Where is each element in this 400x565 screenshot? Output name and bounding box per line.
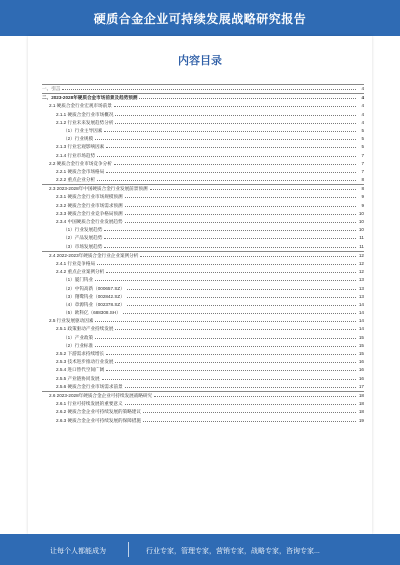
toc-entry[interactable] xyxy=(42,234,364,242)
toc-entry-title: （4）章源钨业（002378.SZ） xyxy=(63,301,125,307)
toc-entry-page: 15 xyxy=(358,351,364,356)
toc-leader-dots xyxy=(114,106,356,107)
toc-entry-page: 11 xyxy=(359,235,364,241)
toc-leader-dots xyxy=(154,396,356,397)
toc-entry-title: 2.4.2 重点企业案例分析 xyxy=(56,269,105,275)
toc-entry-page: 16 xyxy=(358,367,364,373)
toc-entry-page: 18 xyxy=(358,401,364,407)
toc-entry-title: 2.3 2023-2028年中国硬质合金行业发展前景预测 xyxy=(49,186,148,192)
toc-leader-dots xyxy=(106,147,356,148)
toc-entry[interactable] xyxy=(42,202,364,210)
toc-entry[interactable] xyxy=(42,350,364,358)
toc-entry-title: （2）行业规模 xyxy=(63,136,94,142)
toc-entry-page: 16 xyxy=(358,359,364,365)
toc-leader-dots xyxy=(123,313,356,314)
toc-entry-title: （2）行业标准 xyxy=(63,342,94,348)
toc-leader-dots xyxy=(115,329,356,330)
toc-entry-page: 10 xyxy=(358,219,364,224)
footer-tagline: 行业专家，管理专家，营销专家，战略专家，咨询专家... xyxy=(146,548,320,555)
toc-leader-dots xyxy=(125,206,356,207)
toc-entry[interactable] xyxy=(42,375,364,383)
toc-leader-dots xyxy=(95,280,356,281)
toc-entry-page: 4 xyxy=(361,95,364,101)
toc-entry-title: 2.3.2 硬质合金行业市场需求预测 xyxy=(56,202,123,208)
toc-entry-title: 2.2 硬质合金行业市场竞争分析 xyxy=(49,160,112,166)
toc-entry-title: 一、引言 xyxy=(42,86,61,91)
toc-entry-title: 2.6.1 行业可持续发展的重要意义 xyxy=(56,401,123,407)
toc-leader-dots xyxy=(106,172,356,173)
toc-leader-dots xyxy=(125,404,356,405)
toc-entry-title: 2.5.2 下游需求持续增长 xyxy=(56,351,105,356)
toc-entry-title: （1）行业发展趋势 xyxy=(63,227,103,233)
toc-entry-title: 2.6.3 硬质合金企业可持续发展的保障措施 xyxy=(56,417,141,423)
toc-leader-dots xyxy=(104,131,356,132)
toc-entry-title: 2.5.4 进口替代空间广阔 xyxy=(56,367,105,373)
toc-entry-page: 15 xyxy=(358,342,364,348)
toc-entry[interactable] xyxy=(42,268,364,276)
toc-entry-page: 19 xyxy=(358,417,364,423)
toc-entry-title: （2）产品发展趋势 xyxy=(63,235,103,241)
toc-entry[interactable] xyxy=(42,325,364,333)
toc-entry-page: 14 xyxy=(358,301,364,307)
toc-entry-title: 2.3.4 中国硬质合金行业发展趋势 xyxy=(56,219,123,224)
toc-entry-title: （2）中钨高新（000657.SZ） xyxy=(63,285,125,291)
toc-entry-title: 2.6 2023-2028年硬质合金企业可持续发展战略研究 xyxy=(49,392,153,398)
toc-entry-page: 4 xyxy=(361,86,364,91)
toc-entry-page: 9 xyxy=(361,194,364,200)
toc-entry[interactable] xyxy=(42,383,364,391)
toc-leader-dots xyxy=(102,379,356,380)
toc-entry-title: 2.2.2 重点企业分析 xyxy=(56,177,96,183)
toc-entry[interactable] xyxy=(42,193,364,201)
toc-entry-title: 2.1.4 行业市场趋势 xyxy=(56,152,96,158)
toc-entry-page: 4 xyxy=(361,103,364,109)
toc-entry[interactable] xyxy=(42,408,364,416)
toc-leader-dots xyxy=(106,272,356,273)
toc-entry[interactable] xyxy=(42,260,364,268)
toc-entry[interactable] xyxy=(42,152,364,160)
toc-entry[interactable] xyxy=(42,143,364,151)
toc-entry-page: 12 xyxy=(358,252,364,258)
toc-entry-page: 13 xyxy=(358,293,364,299)
toc-entry-page: 12 xyxy=(358,269,364,275)
toc-leader-dots xyxy=(97,156,356,157)
toc-entry[interactable] xyxy=(42,293,364,301)
toc-leader-dots xyxy=(115,362,356,363)
toc-leader-dots xyxy=(114,164,356,165)
toc-entry-title: （1）产业政策 xyxy=(63,334,94,340)
toc-entry[interactable] xyxy=(42,309,364,317)
toc-entry-page: 18 xyxy=(358,409,364,415)
toc-entry[interactable] xyxy=(42,102,364,110)
toc-entry-page: 9 xyxy=(361,202,364,208)
toc-leader-dots xyxy=(127,289,356,290)
toc-entry-page: 14 xyxy=(358,310,364,316)
toc-entry-page: 8 xyxy=(361,186,364,192)
toc-entry[interactable] xyxy=(42,334,364,342)
toc-entry[interactable] xyxy=(42,226,364,234)
toc-entry[interactable] xyxy=(42,127,364,135)
toc-entry-page: 12 xyxy=(358,260,364,266)
toc-entry[interactable] xyxy=(42,119,364,127)
toc-entry[interactable] xyxy=(42,218,364,226)
toc-entry-page: 14 xyxy=(358,326,364,332)
toc-entry-page: 4 xyxy=(361,119,364,125)
toc-entry[interactable] xyxy=(42,168,364,176)
toc-entry-title: 2.5.1 政策驱动产业持续发展 xyxy=(56,326,114,332)
toc-leader-dots xyxy=(125,222,356,223)
toc-entry-page: 15 xyxy=(358,334,364,340)
report-footer xyxy=(0,534,400,565)
toc-entry-page: 5 xyxy=(361,136,364,142)
toc-entry-title: 2.1.1 硬质合金行业市场概况 xyxy=(56,111,114,117)
toc-page xyxy=(28,36,372,534)
toc-entry[interactable] xyxy=(42,210,364,218)
toc-leader-dots xyxy=(62,89,356,90)
toc-leader-dots xyxy=(125,214,356,215)
toc-entry-title: 2.5 行业发展驱动因素 xyxy=(49,318,94,324)
toc-leader-dots xyxy=(140,256,356,257)
toc-entry[interactable] xyxy=(42,251,364,260)
toc-leader-dots xyxy=(125,387,356,388)
toc-entry-page: 16 xyxy=(358,375,364,381)
toc-entry-title: 2.2.1 硬质合金市场格局 xyxy=(56,168,105,174)
toc-entry-title: 2.5.3 技术进步推动行业发展 xyxy=(56,359,114,365)
toc-leader-dots xyxy=(115,115,356,116)
toc-entry[interactable] xyxy=(42,176,364,184)
toc-entry-title: 2.3.1 硬质合金行业市场规模预测 xyxy=(56,194,123,200)
toc-entry[interactable] xyxy=(42,243,364,251)
toc-entry-title: （3）市场发展趋势 xyxy=(63,243,103,249)
toc-leader-dots xyxy=(95,338,356,339)
toc-entry[interactable] xyxy=(42,391,364,400)
toc-entry-title: 二、2023-2028年硬质合金市场前景及趋势预测 xyxy=(42,95,138,101)
toc-leader-dots xyxy=(143,421,356,422)
toc-entry[interactable] xyxy=(42,160,364,168)
toc-entry-title: 2.1.2 行业未来发展趋势分析 xyxy=(56,119,114,125)
toc-leader-dots xyxy=(127,305,356,306)
toc-leader-dots xyxy=(143,412,356,413)
toc-heading: 内容目录 xyxy=(178,55,222,67)
toc-entry[interactable] xyxy=(42,400,364,408)
toc-entry[interactable] xyxy=(42,84,364,93)
toc-entry-page: 7 xyxy=(361,168,364,174)
toc-entry-page: 13 xyxy=(358,277,364,283)
toc-entry[interactable] xyxy=(42,184,364,193)
toc-entry-page: 10 xyxy=(358,210,364,216)
report-title: 硬质合金企业可持续发展战略研究报告 xyxy=(93,12,307,26)
toc-entry-page: 4 xyxy=(361,111,364,117)
toc-entry-page: 5 xyxy=(361,127,364,133)
toc-entry[interactable] xyxy=(42,301,364,309)
toc-entry[interactable] xyxy=(42,111,364,119)
toc-entry[interactable] xyxy=(42,135,364,143)
toc-entry-title: 2.5.6 硬质合金行业市场需求前景 xyxy=(56,383,123,389)
toc-leader-dots xyxy=(95,139,356,140)
toc-leader-dots xyxy=(139,98,356,99)
toc-entry[interactable] xyxy=(42,342,364,350)
toc-entry[interactable] xyxy=(42,417,364,425)
toc-entry-title: 2.3.3 硬质合金行业竞争格局预测 xyxy=(56,210,123,216)
toc-leader-dots xyxy=(104,247,356,248)
toc-leader-dots xyxy=(97,180,356,181)
toc-leader-dots xyxy=(95,321,356,322)
toc-entry-page: 5 xyxy=(361,144,364,150)
toc-entry-title: （5）欧科亿（688308.SH） xyxy=(63,310,121,316)
toc-entry-page: 18 xyxy=(358,392,364,398)
toc-entry-page: 11 xyxy=(359,243,364,249)
toc-entry-title: 2.1 硬质合金行业宏观市场前景 xyxy=(49,103,112,109)
toc-entry-page: 17 xyxy=(358,383,364,389)
toc-entry-title: 2.4 2022-2023年硬质合金行业企业案例分析 xyxy=(49,252,139,258)
toc-entry-title: 2.5.5 产业链协同发展 xyxy=(56,375,100,381)
toc-entry-page: 7 xyxy=(361,152,364,158)
toc-entry-title: 2.1.3 行业宏观影响因素 xyxy=(56,144,105,150)
toc-leader-dots xyxy=(95,346,356,347)
toc-entry-title: 2.4.1 行业竞争格局 xyxy=(56,260,96,266)
toc-entry-title: （1）厦门钨业 xyxy=(63,277,94,283)
toc-entry[interactable] xyxy=(42,285,364,293)
toc-leader-dots xyxy=(115,123,356,124)
toc-leader-dots xyxy=(97,264,356,265)
toc-entry-page: 14 xyxy=(358,318,364,324)
toc-entry-title: （1）行业主导因素 xyxy=(63,127,103,133)
toc-leader-dots xyxy=(127,297,356,298)
table-of-contents xyxy=(42,84,364,425)
toc-leader-dots xyxy=(106,370,356,371)
footer-divider xyxy=(128,542,129,557)
report-header xyxy=(0,0,400,36)
toc-entry[interactable] xyxy=(42,93,364,102)
toc-leader-dots xyxy=(104,230,356,231)
toc-entry-page: 13 xyxy=(358,285,364,291)
toc-entry-title: （3）翔鹭钨业（002842.SZ） xyxy=(63,293,125,299)
toc-leader-dots xyxy=(104,238,356,239)
toc-entry[interactable] xyxy=(42,358,364,366)
footer-slogan: 让每个人都能成为 xyxy=(50,548,106,555)
toc-entry-page: 10 xyxy=(358,227,364,233)
toc-entry-title: 2.6.2 硬质合金企业可持续发展的策略建议 xyxy=(56,409,141,415)
toc-leader-dots xyxy=(125,197,356,198)
toc-leader-dots xyxy=(106,354,356,355)
toc-entry-page: 7 xyxy=(361,160,364,166)
toc-leader-dots xyxy=(150,189,356,190)
toc-entry[interactable] xyxy=(42,276,364,284)
toc-entry[interactable] xyxy=(42,366,364,374)
toc-entry[interactable] xyxy=(42,317,364,325)
toc-entry-page: 8 xyxy=(361,177,364,183)
